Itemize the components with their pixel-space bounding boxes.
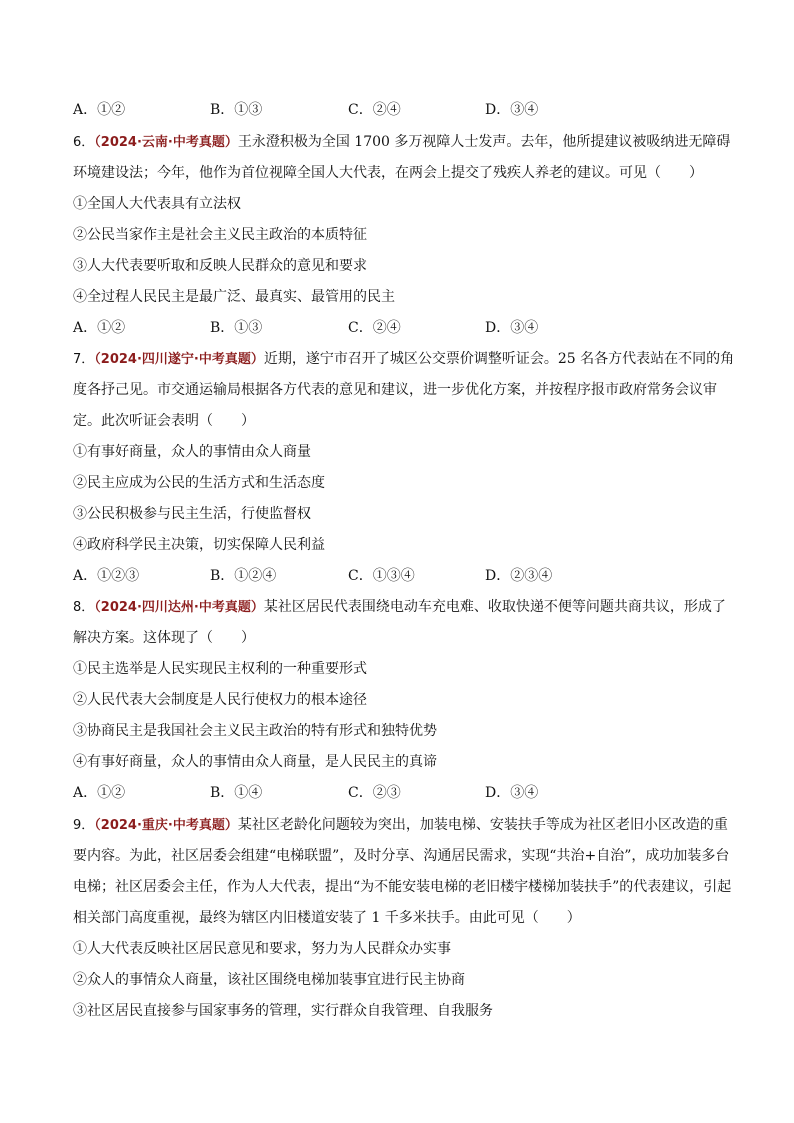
q6-number: 6． xyxy=(73,135,95,150)
q7-item-3: ③公民积极参与民主生活，行使监督权 xyxy=(73,506,311,522)
q5-options xyxy=(73,100,733,120)
q6-option-a: A．①② xyxy=(73,320,126,336)
q8-item-1: ①民主选举是人民实现民主权利的一种重要形式 xyxy=(73,661,367,677)
q5-option-c: C．②④ xyxy=(348,102,401,118)
q8-options xyxy=(73,783,733,803)
q8-source: （2024·四川达州·中考真题） xyxy=(94,600,264,615)
q5-option-d: D．③④ xyxy=(485,102,539,118)
q6-stem-line-2: 环境建设法；今年，他作为首位视障全国人大代表，在两会上提交了残疾人养老的建议。可见（ ） xyxy=(73,165,703,181)
q8-item-4: ④有事好商量，众人的事情由众人商量，是人民民主的真谛 xyxy=(73,754,437,770)
q7-stem-line-1 xyxy=(73,349,733,370)
q6-stem-1: 王永澄积极为全国 1700 多万视障人士发声。去年，他所提建议被吸纳进无障碍 xyxy=(237,134,731,150)
q5-option-b: B．①③ xyxy=(210,102,263,118)
q6-option-d: D．③④ xyxy=(485,320,539,336)
q8-option-d: D．③④ xyxy=(485,785,539,801)
q8-option-a: A．①② xyxy=(73,785,126,801)
q9-stem-line-2: 要内容。为此，社区居委会组建“电梯联盟”，及时分享、沟通居民需求，实现“共治+自治”，成功加装多台 xyxy=(73,848,730,864)
q6-option-c: C．②④ xyxy=(348,320,401,336)
q7-options xyxy=(73,566,733,586)
q6-item-3: ③人大代表要听取和反映人民群众的意见和要求 xyxy=(73,258,367,274)
q9-number: 9． xyxy=(73,818,95,833)
q6-stem-line-1 xyxy=(73,132,733,153)
q7-item-4: ④政府科学民主决策，切实保障人民利益 xyxy=(73,537,325,553)
q9-stem-line-1 xyxy=(73,815,733,836)
q7-item-1: ①有事好商量，众人的事情由众人商量 xyxy=(73,444,311,460)
q6-options xyxy=(73,318,733,338)
q6-source: （2024·云南·中考真题） xyxy=(94,135,238,150)
q9-item-2: ②众人的事情众人商量，该社区围绕电梯加装事宜进行民主协商 xyxy=(73,972,465,988)
q9-item-1: ①人大代表反映社区居民意见和要求，努力为人民群众办实事 xyxy=(73,941,451,957)
q9-source: （2024·重庆·中考真题） xyxy=(94,818,238,833)
q9-item-3: ③社区居民直接参与国家事务的管理，实行群众自我管理、自我服务 xyxy=(73,1003,493,1019)
q8-option-c: C．②③ xyxy=(348,785,401,801)
q5-option-a: A．①② xyxy=(73,102,126,118)
q7-source: （2024·四川遂宁·中考真题） xyxy=(94,352,264,367)
q7-option-a: A．①②③ xyxy=(73,568,140,584)
q8-option-b: B．①④ xyxy=(210,785,263,801)
q9-stem-line-3: 电梯；社区居委会主任，作为人大代表，提出“为不能安装电梯的老旧楼宇楼梯加装扶手”的代表建议，引起 xyxy=(73,879,732,895)
q7-stem-1: 近期，遂宁市召开了城区公交票价调整听证会。25 名各方代表站在不同的角 xyxy=(263,351,735,367)
q8-stem-line-1 xyxy=(73,597,733,618)
q7-item-2: ②民主应成为公民的生活方式和生活态度 xyxy=(73,475,325,491)
q6-item-2: ②公民当家作主是社会主义民主政治的本质特征 xyxy=(73,227,367,243)
q6-item-4: ④全过程人民民主是最广泛、最真实、最管用的民主 xyxy=(73,289,395,305)
q7-stem-line-2: 度各抒己见。市交通运输局根据各方代表的意见和建议，进一步优化方案，并按程序报市政府常务会议审 xyxy=(73,382,717,398)
q7-stem-line-3: 定。此次听证会表明（ ） xyxy=(73,413,255,429)
q8-item-3: ③协商民主是我国社会主义民主政治的特有形式和独特优势 xyxy=(73,723,437,739)
q6-item-1: ①全国人大代表具有立法权 xyxy=(73,196,241,212)
q6-option-b: B．①③ xyxy=(210,320,263,336)
q8-stem-1: 某社区居民代表围绕电动车充电难、收取快递不便等问题共商共议，形成了 xyxy=(263,599,726,615)
q8-number: 8． xyxy=(73,600,95,615)
q8-item-2: ②人民代表大会制度是人民行使权力的根本途径 xyxy=(73,692,367,708)
q7-option-b: B．①②④ xyxy=(210,568,277,584)
q9-stem-line-4: 相关部门高度重视，最终为辖区内旧楼道安装了 1 千多米扶手。由此可见（ ） xyxy=(73,910,581,926)
q9-stem-1: 某社区老龄化问题较为突出，加装电梯、安装扶手等成为社区老旧小区改造的重 xyxy=(237,817,728,833)
q7-option-c: C．①③④ xyxy=(348,568,415,584)
q7-option-d: D．②③④ xyxy=(485,568,553,584)
q8-stem-line-2: 解决方案。这体现了（ ） xyxy=(73,630,255,646)
q7-number: 7． xyxy=(73,352,95,367)
